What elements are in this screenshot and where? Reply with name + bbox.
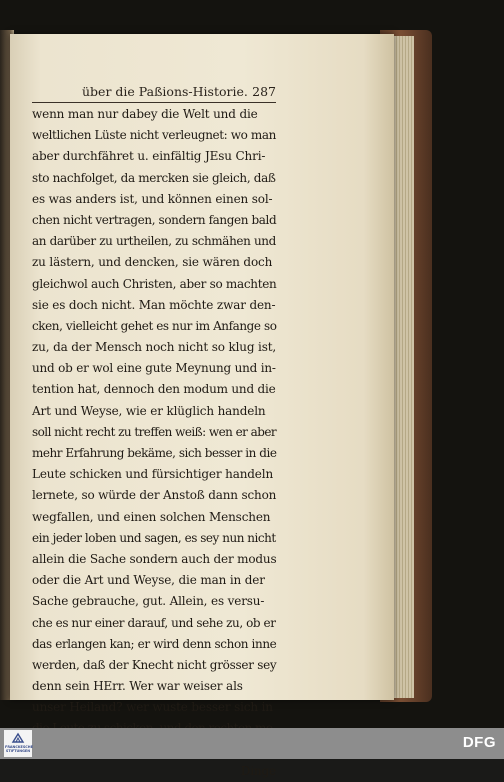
text-line: es was anders ist, und können einen sol-	[32, 191, 273, 206]
text-line: sie es doch nicht. Man möchte zwar den-	[32, 297, 276, 312]
text-line: zu lästern, und dencken, sie wären doch	[32, 255, 273, 270]
text-line: Leute schicken und fürsichtiger handeln	[32, 467, 274, 482]
text-line: gleichwol auch Christen, aber so machten	[32, 276, 277, 291]
text-line: denn sein HErr. Wer war weiser als	[32, 679, 243, 694]
text-line: sto nachfolget, da mercken sie gleich, daß	[32, 170, 276, 185]
text-line: wegfallen, und einen solchen Menschen	[32, 509, 271, 524]
text-line: das erlangen kan; er wird denn schon inne	[32, 636, 277, 651]
text-line: soll nicht recht zu treffen weiß: wen er aber	[32, 424, 277, 439]
text-line: wenn man nur dabey die Welt und die	[32, 107, 258, 121]
header-rule	[32, 102, 276, 103]
text-line: an darüber zu urtheilen, zu schmähen und	[32, 234, 276, 249]
text-line: Dinge	[240, 763, 276, 778]
text-line: oder die Art und Weyse, die man in der	[32, 573, 265, 588]
library-logo-label: FRANCKESCHE STIFTUNGEN	[5, 745, 33, 753]
library-logo[interactable]	[4, 730, 32, 757]
text-line: allein die Sache sondern auch der modus	[32, 551, 277, 566]
page-number: 287	[252, 84, 276, 99]
running-head	[32, 84, 276, 102]
text-line: lernete, so würde der Anstoß dann schon	[32, 488, 277, 503]
text-line: unser Heiland? wer wuste besser sich in	[32, 700, 273, 715]
library-logo-icon	[12, 733, 24, 743]
viewer-footer	[0, 728, 504, 759]
text-line: werden, daß der Knecht nicht grösser sey	[32, 657, 277, 672]
text-line: che es nur einer darauf, und sehe zu, ob er	[32, 615, 276, 630]
text-line: Art und Weyse, wie er klüglich handeln	[32, 403, 266, 418]
dfg-logo[interactable]: DFG	[462, 734, 496, 751]
text-line: mehr Erfahrung bekäme, sich besser in die	[32, 446, 277, 460]
text-line: Sache gebrauche, gut. Allein, es versu-	[32, 594, 265, 609]
text-line: ein jeder loben und sagen, es sey nun nicht	[32, 530, 276, 545]
text-line: aber durchfähret u. einfältig JEsu Chri-	[32, 149, 266, 164]
body-text	[32, 104, 276, 782]
text-line: und ob er wol eine gute Meynung und in-	[32, 361, 276, 376]
text-line: zu, da der Mensch noch nicht so klug ist,	[32, 340, 277, 355]
text-line: weltlichen Lüste nicht verleugnet: wo man	[32, 128, 276, 143]
running-title: über die Paßions-Historie.	[82, 84, 248, 99]
text-line: tention hat, dennoch den modum und die	[32, 382, 276, 397]
text-line: cken, vielleicht gehet es nur im Anfange so	[32, 318, 277, 333]
text-line: chen nicht vertragen, sondern fangen bald	[32, 212, 277, 227]
